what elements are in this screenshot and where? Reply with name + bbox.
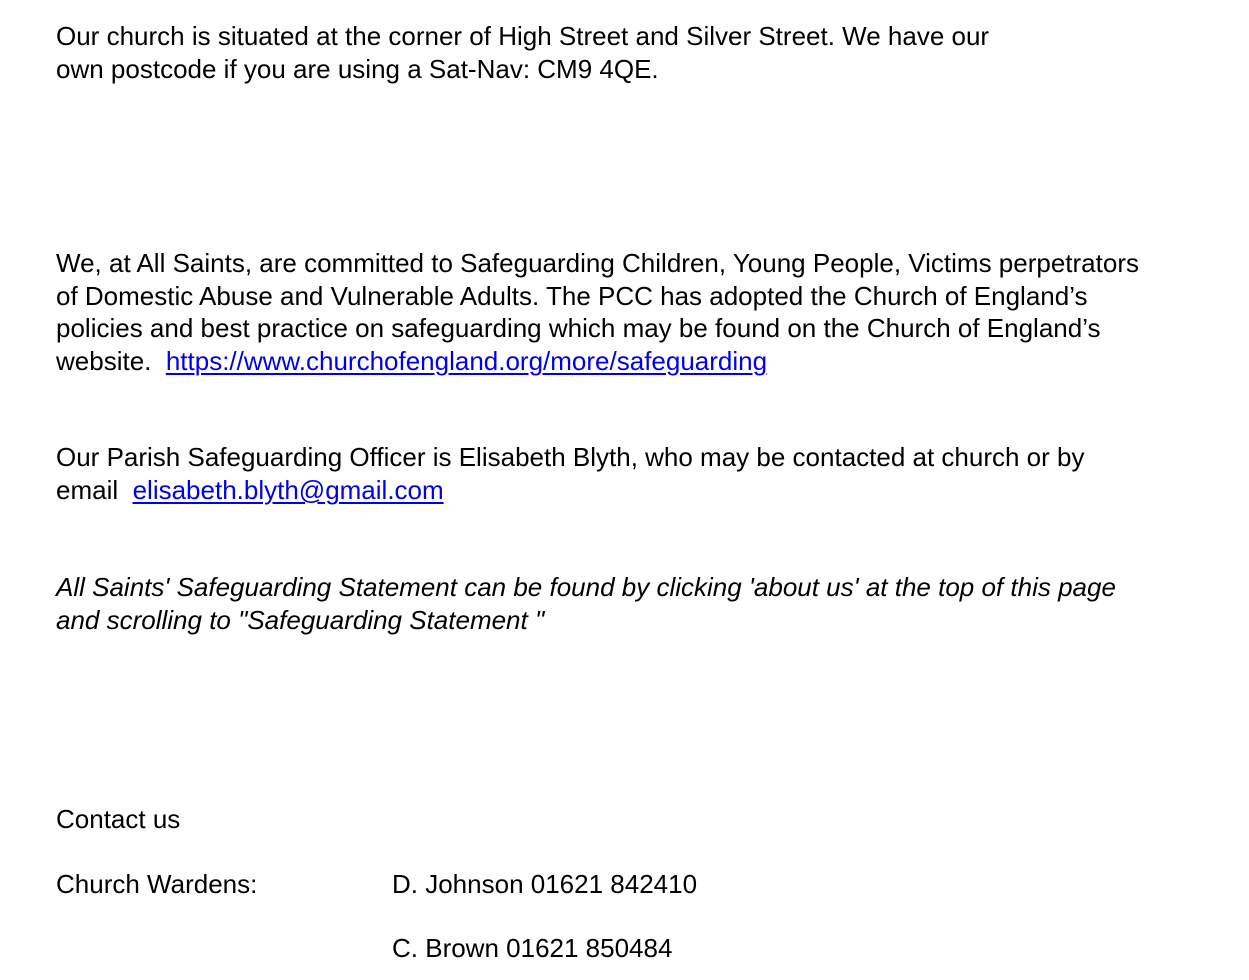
warden-entry: C. Brown 01621 850484	[392, 933, 673, 963]
safeguarding-link[interactable]: https://www.churchofengland.org/more/safeguarding	[165, 345, 768, 376]
officer-line-1: Our Parish Safeguarding Officer is Elisabeth Blyth, who may be contacted at church or by	[56, 442, 1085, 472]
statement-line-1: All Saints' Safeguarding Statement can be found by clicking 'about us' at the top of this page	[56, 572, 1116, 602]
email-prefix: email	[56, 474, 133, 505]
safeguarding-line-3: policies and best practice on safeguarding which may be found on the Church of England’s	[56, 313, 1101, 343]
location-line-1: Our church is situated at the corner of High Street and Silver Street. We have our	[56, 21, 990, 51]
warden-entry: D. Johnson 01621 842410	[392, 869, 698, 899]
officer-paragraph	[56, 441, 1085, 506]
safeguarding-line-2: of Domestic Abuse and Vulnerable Adults. The PCC has adopted the Church of England’s	[56, 280, 1088, 311]
website-prefix: website.	[56, 345, 166, 376]
safeguarding-line-4	[56, 345, 1139, 378]
statement-paragraph	[56, 571, 1116, 636]
officer-email-link[interactable]: elisabeth.blyth@gmail.com	[132, 474, 444, 505]
location-line-2: own postcode if you are using a Sat-Nav: CM9 4QE.	[56, 53, 659, 84]
statement-line-2: and scrolling to "Safeguarding Statement "	[56, 604, 545, 635]
safeguarding-line-1: We, at All Saints, are committed to Safeguarding Children, Young People, Victims perpetrators	[56, 248, 1139, 278]
wardens-label: Church Wardens:	[56, 869, 258, 899]
contact-heading: Contact us	[56, 804, 181, 834]
officer-line-2	[56, 474, 1085, 507]
location-paragraph	[56, 20, 989, 85]
safeguarding-paragraph	[56, 247, 1139, 377]
